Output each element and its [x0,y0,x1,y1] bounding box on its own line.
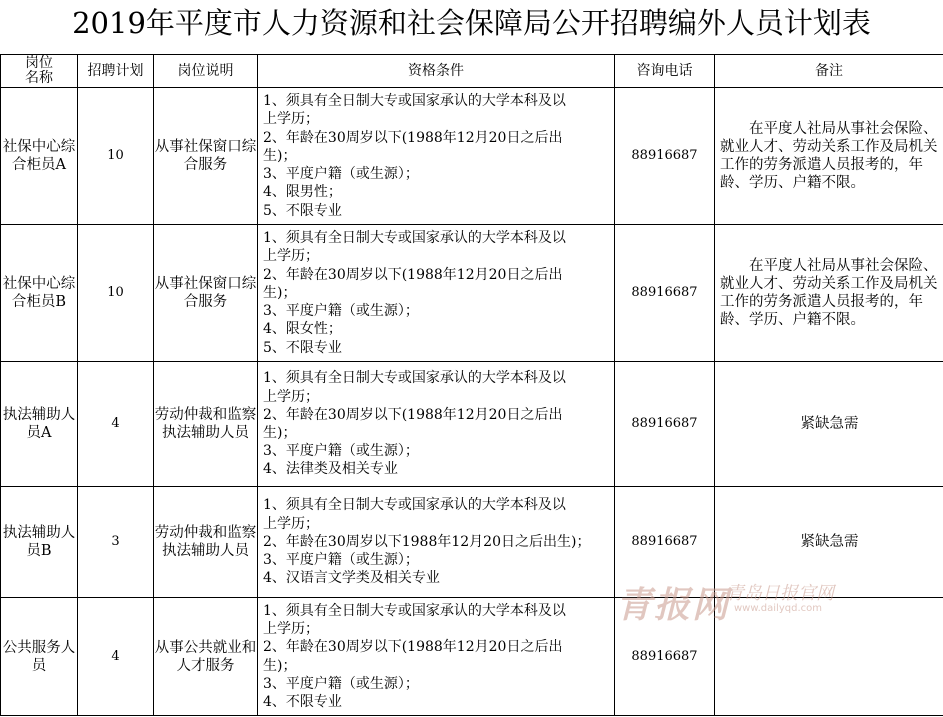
qualification-line: 生)； [263,657,297,674]
remarks-cell [715,598,943,716]
qualification-line: 2、年龄在30周岁以下(1988年12月20日之后出 [263,129,563,146]
plan-cell: 10 [78,225,154,362]
qualifications-cell [258,487,615,598]
remarks-text: 在平度人社局从事社会保险、就业人才、劳动关系工作及局机关工作的劳务派遣人员报考的，年龄、学历、户籍不限。 [720,121,938,191]
qualification-line: 2、年龄在30周岁以下1988年12月20日之后出生)； [263,533,591,550]
qualification-line: 4、法律类及相关专业 [263,461,398,478]
qualification-line: 5、不限专业 [263,339,342,356]
qualification-line: 上学历； [263,388,319,405]
qualification-line: 3、平度户籍（或生源）； [263,443,419,460]
post-name-cell: 执法辅助人员B [1,487,78,598]
qualification-line: 上学历； [263,111,319,128]
header-description: 岗位说明 [154,55,258,88]
remarks-text: 在平度人社局从事社会保险、就业人才、劳动关系工作及局机关工作的劳务派遣人员报考的，年龄、学历、户籍不限。 [720,258,938,328]
qualification-line: 4、限女性； [263,321,342,338]
qualification-line: 2、年龄在30周岁以下(1988年12月20日之后出 [263,266,563,283]
post-name-cell: 执法辅助人员A [1,362,78,487]
qualifications-cell [258,225,615,362]
qualification-line: 4、限男性； [263,184,342,201]
phone-cell: 88916687 [615,88,715,225]
table-row [1,225,943,362]
plan-cell: 4 [78,362,154,487]
remarks-cell [715,88,943,225]
qualification-line: 4、汉语言文学类及相关专业 [263,570,440,587]
table-row [1,598,943,716]
header-plan: 招聘计划 [78,55,154,88]
remarks-cell: 紧缺急需 [715,487,943,598]
description-cell: 劳动仲裁和监察执法辅助人员 [154,362,258,487]
description-cell: 从事社保窗口综合服务 [154,88,258,225]
qualification-line: 生)； [263,425,297,441]
qualification-line: 2、年龄在30周岁以下(1988年12月20日之后出 [263,406,563,423]
post-name-cell: 社保中心综合柜员A [1,88,78,225]
table-row [1,88,943,225]
page-title: 2019年平度市人力资源和社会保障局公开招聘编外人员计划表 [72,6,871,40]
table-header-row [1,55,943,88]
plan-cell: 3 [78,487,154,598]
remarks-cell [715,225,943,362]
description-cell: 从事社保窗口综合服务 [154,225,258,362]
plan-cell: 4 [78,598,154,716]
qualification-line: 3、平度户籍（或生源）； [263,303,419,320]
header-post-name-line1: 岗位 [25,55,53,71]
watermark-main: 青报网 [616,584,731,626]
qualification-line: 4、不限专业 [263,693,342,710]
header-qualifications: 资格条件 [258,55,615,88]
description-cell: 劳动仲裁和监察执法辅助人员 [154,487,258,598]
qualification-line: 生)； [263,284,297,301]
qualification-line: 上学历； [263,248,319,265]
watermark-sub: 青岛日报官网 [726,583,834,604]
header-post-name [1,55,78,88]
plan-cell: 10 [78,88,154,225]
qualification-line: 1、须具有全日制大专或国家承认的大学本科及以 [263,602,566,619]
qualification-line: 上学历； [263,515,319,532]
phone-cell: 88916687 [615,598,715,716]
qualification-line: 1、须具有全日制大专或国家承认的大学本科及以 [263,370,566,387]
table-row [1,362,943,487]
qualification-line: 3、平度户籍（或生源）； [263,166,419,183]
header-post-name-line2: 名称 [25,70,53,86]
post-name-cell: 公共服务人员 [1,598,78,716]
qualification-line: 3、平度户籍（或生源）； [263,675,419,692]
qualification-line: 1、须具有全日制大专或国家承认的大学本科及以 [263,93,566,110]
phone-cell: 88916687 [615,487,715,598]
qualification-line: 5、不限专业 [263,202,342,219]
qualification-line: 1、须具有全日制大专或国家承认的大学本科及以 [263,230,566,247]
phone-cell: 88916687 [615,225,715,362]
remarks-cell: 紧缺急需 [715,362,943,487]
table-row [1,487,943,598]
header-phone: 咨询电话 [615,55,715,88]
qualification-line: 上学历； [263,621,319,638]
phone-cell: 88916687 [615,362,715,487]
recruitment-plan-table [0,54,943,716]
qualification-line: 3、平度户籍（或生源）； [263,552,419,569]
qualifications-cell [258,598,615,716]
watermark-url: www.dailyqd.com [734,603,822,614]
qualifications-cell [258,88,615,225]
qualification-line: 生)； [263,147,297,164]
qualification-line: 2、年龄在30周岁以下(1988年12月20日之后出 [263,639,563,656]
header-remarks: 备注 [715,55,943,88]
description-cell: 从事公共就业和人才服务 [154,598,258,716]
qualification-line: 1、须具有全日制大专或国家承认的大学本科及以 [263,497,566,514]
qualifications-cell [258,362,615,487]
post-name-cell: 社保中心综合柜员B [1,225,78,362]
